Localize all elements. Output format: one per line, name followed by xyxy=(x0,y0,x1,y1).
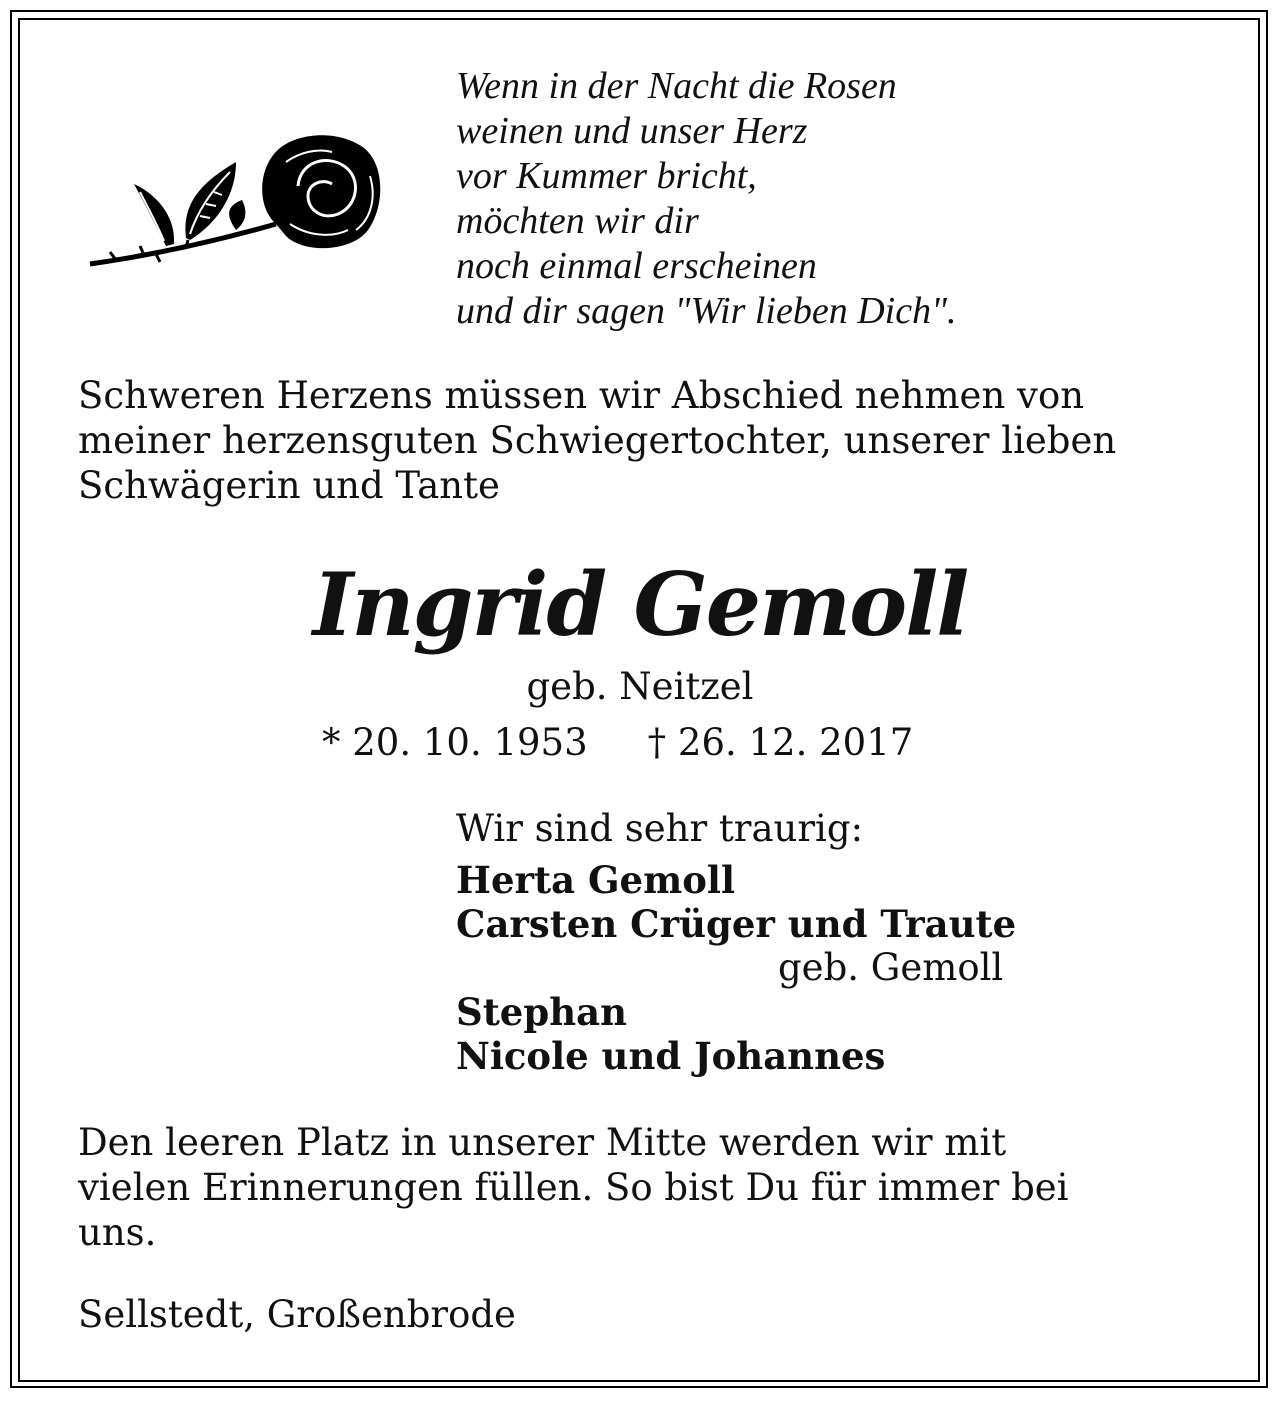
closing-line: Den leeren Platz in unserer Mitte werden wir mit xyxy=(78,1121,1007,1164)
mourner-name: Carsten Crüger und Traute xyxy=(456,902,1017,946)
poem-line: noch einmal erscheinen xyxy=(456,245,817,287)
maiden-name: geb. Neitzel xyxy=(526,665,754,708)
mourner-maiden-name: geb. Gemoll xyxy=(778,946,1004,989)
intro-text xyxy=(78,373,1116,508)
poem-line: möchten wir dir xyxy=(456,200,699,242)
deceased-name: Ingrid Gemoll xyxy=(312,553,968,656)
poem-line: und dir sagen "Wir lieben Dich". xyxy=(456,290,957,332)
poem-line: Wenn in der Nacht die Rosen xyxy=(456,65,897,107)
poem-line: weinen und unser Herz xyxy=(456,110,808,152)
rose-icon xyxy=(86,126,386,276)
closing-text xyxy=(78,1120,1069,1255)
poem xyxy=(456,64,957,334)
death-date: † 26. 12. 2017 xyxy=(647,721,914,764)
mourner-name: Herta Gemoll xyxy=(456,858,736,902)
intro-line: Schwägerin und Tante xyxy=(78,464,500,507)
mourners-intro: Wir sind sehr traurig: xyxy=(456,807,864,850)
mourner-name: Nicole und Johannes xyxy=(456,1034,886,1078)
life-dates xyxy=(322,720,913,765)
mourner-name: Stephan xyxy=(456,990,627,1034)
closing-line: uns. xyxy=(78,1211,157,1254)
closing-line: vielen Erinnerungen füllen. So bist Du für immer bei xyxy=(78,1166,1069,1209)
intro-line: Schweren Herzens müssen wir Abschied nehmen von xyxy=(78,374,1085,417)
poem-line: vor Kummer bricht, xyxy=(456,155,757,197)
mourners-list xyxy=(456,858,1016,1078)
birth-date: * 20. 10. 1953 xyxy=(322,721,588,764)
place-names: Sellstedt, Großenbrode xyxy=(78,1293,516,1336)
intro-line: meiner herzensguten Schwiegertochter, unserer lieben xyxy=(78,419,1117,462)
